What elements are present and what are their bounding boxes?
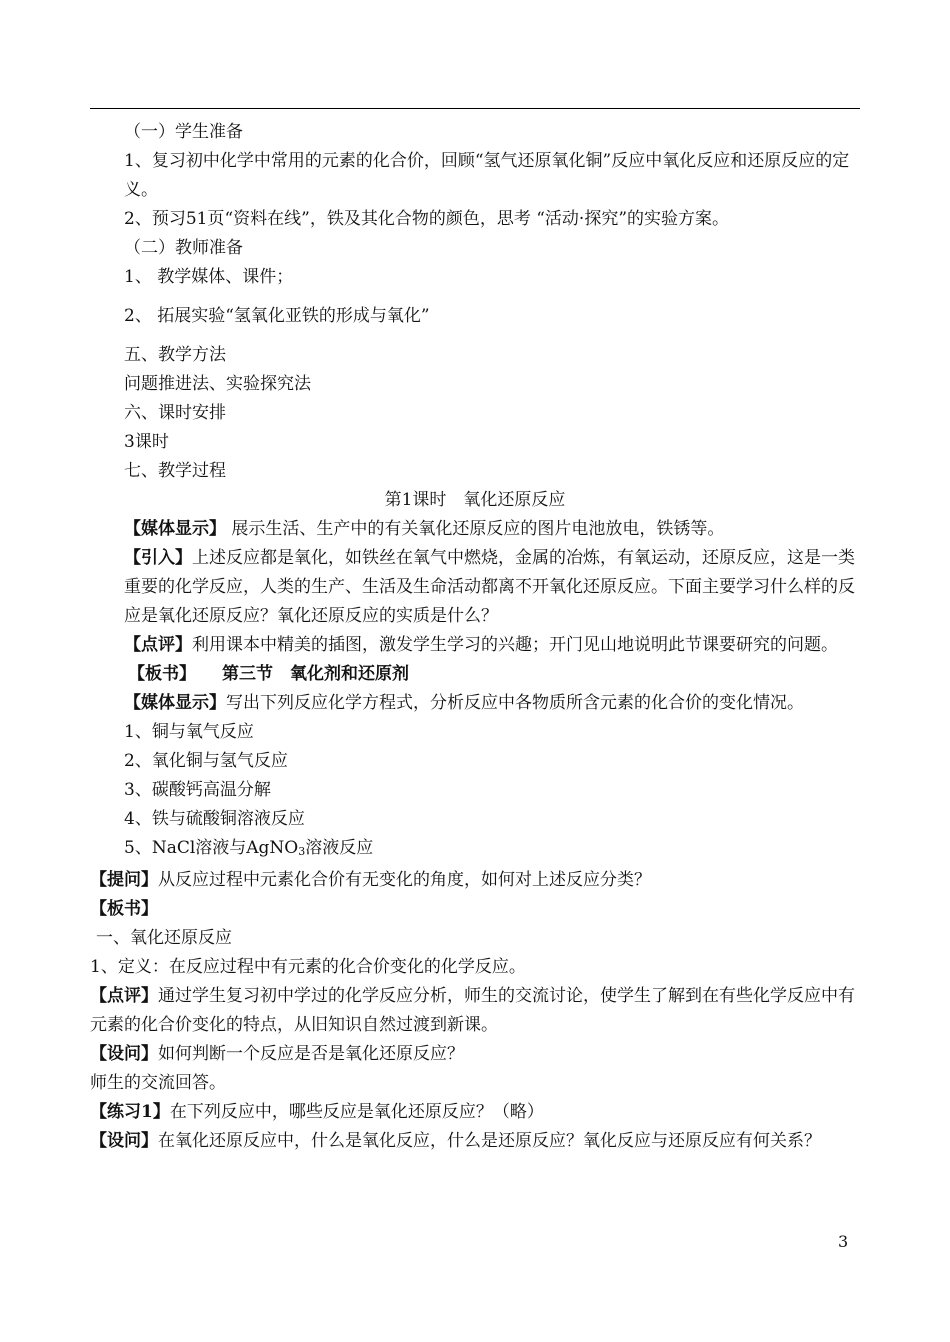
page-number: 3	[838, 1232, 849, 1251]
board-heading-1: 【板书】 第三节 氧化剂和还原剂	[128, 664, 409, 684]
board-heading-2: 【板书】	[90, 899, 158, 919]
student-prep-item-1: 1、复习初中化学中常用的元素的化合价，回顾“氢气还原氧化铜”反应中氧化反应和还原反应的定义。	[124, 151, 850, 200]
question-2: 【设问】如何判断一个反应是否是氧化还原反应？	[90, 1044, 464, 1064]
media-display-2: 【媒体显示】写出下列反应化学方程式，分析反应中各物质所含元素的化合价的变化情况。	[124, 693, 804, 713]
reaction-item-3: 3、碳酸钙高温分解	[124, 780, 271, 800]
student-prep-heading: （一）学生准备	[124, 122, 243, 142]
lesson-title: 第1课时 氧化还原反应	[384, 490, 566, 510]
media-display-1: 【媒体显示】 展示生活、生产中的有关氧化还原反应的图片电池放电，铁锈等。	[124, 519, 725, 539]
discussion-line: 师生的交流回答。	[90, 1073, 226, 1093]
teacher-prep-heading: （二）教师准备	[124, 238, 243, 258]
document-body	[90, 118, 860, 1156]
reaction-item-2: 2、氧化铜与氢气反应	[124, 751, 288, 771]
reaction-item-4: 4、铁与硫酸铜溶液反应	[124, 809, 305, 829]
section-process: 七、教学过程	[124, 461, 226, 481]
teacher-prep-item-2: 2、 拓展实验“氢氧化亚铁的形成与氧化”	[124, 306, 430, 326]
question-1: 【提问】从反应过程中元素化合价有无变化的角度，如何对上述反应分类？	[90, 870, 651, 890]
section-schedule: 六、课时安排	[124, 403, 226, 423]
reaction-item-5: 5、NaCl溶液与AgNO3溶液反应	[124, 838, 374, 858]
comment-1: 【点评】利用课本中精美的插图，激发学生学习的兴趣；开门见山地说明此节课要研究的问题。	[124, 635, 838, 655]
definition-line: 1、定义：在反应过程中有元素的化合价变化的化学反应。	[90, 957, 526, 977]
teacher-prep-item-1: 1、 教学媒体、课件；	[124, 267, 294, 287]
section-teaching-method: 五、教学方法	[124, 345, 226, 365]
comment-2: 【点评】通过学生复习初中学过的化学反应分析，师生的交流讨论，使学生了解到在有些化学反应中有元素的化合价变化的特点，从旧知识自然过渡到新课。	[90, 986, 855, 1035]
subsection-redox: 一、氧化还原反应	[96, 928, 232, 948]
teaching-method-text: 问题推进法、实验探究法	[124, 374, 311, 394]
exercise-1: 【练习1】在下列反应中，哪些反应是氧化还原反应？（略）	[90, 1102, 544, 1122]
student-prep-item-2: 2、预习51页“资料在线”，铁及其化合物的颜色，思考 “活动·探究”的实验方案。	[124, 209, 730, 229]
question-3: 【设问】在氧化还原反应中，什么是氧化反应，什么是还原反应？氧化反应与还原反应有何关系？	[90, 1131, 821, 1151]
introduction-paragraph: 【引入】上述反应都是氧化，如铁丝在氧气中燃烧，金属的冶炼，有氧运动，还原反应，这是一类重要的化学反应，人类的生产、生活及生命活动都离不开氧化还原反应。下面主要学习什么样的反应是氧化还原反应？氧化还原反应的实质是什么？	[124, 548, 855, 626]
reaction-item-1: 1、铜与氧气反应	[124, 722, 254, 742]
header-rule	[90, 108, 860, 109]
schedule-text: 3课时	[124, 432, 169, 452]
